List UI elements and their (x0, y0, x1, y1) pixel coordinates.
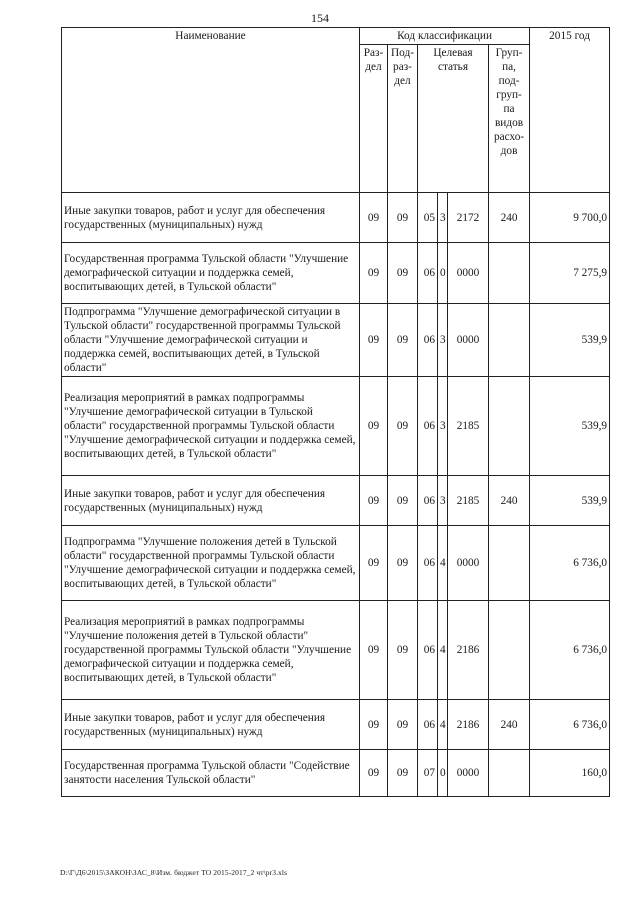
row-razdel-cell: 09 (360, 476, 388, 526)
row-sum-cell: 6 736,0 (530, 700, 610, 750)
row-podrazdel-cell: 09 (388, 476, 418, 526)
row-sum-cell: 6 736,0 (530, 526, 610, 601)
header-code-group: Код классификации (360, 28, 530, 45)
row-sum-cell: 7 275,9 (530, 243, 610, 304)
row-podrazdel-cell: 09 (388, 750, 418, 797)
row-program-code-cell: 06 (418, 476, 438, 526)
row-podrazdel-cell: 09 (388, 526, 418, 601)
row-program-code-cell: 06 (418, 377, 438, 476)
header-name: Наименование (62, 28, 360, 193)
row-sum-cell: 6 736,0 (530, 601, 610, 700)
row-podrazdel-cell: 09 (388, 700, 418, 750)
row-name-cell: Иные закупки товаров, работ и услуг для обеспечения государственных (муниципальных) нужд (62, 700, 360, 750)
row-razdel-cell: 09 (360, 526, 388, 601)
file-path-footer: D:\Г\Д6\2015\ЗАКОН\ЗАС_8\Изм. бюджет ТО 2015-2017_2 чт\pr3.xls (60, 868, 288, 877)
table-row (62, 750, 610, 797)
row-vid-rashodov-cell (489, 750, 530, 797)
row-name-cell: Государственная программа Тульской области "Улучшение демографической ситуации и поддержка семей, воспитывающих детей, в Тульской области" (62, 243, 360, 304)
row-direction-code-cell: 0000 (448, 304, 489, 377)
table-body (62, 193, 610, 797)
row-name-cell: Иные закупки товаров, работ и услуг для обеспечения государственных (муниципальных) нужд (62, 193, 360, 243)
table-row (62, 377, 610, 476)
budget-table (61, 27, 610, 797)
row-program-code-cell: 07 (418, 750, 438, 797)
page-number: 154 (311, 11, 329, 25)
row-direction-code-cell: 2186 (448, 601, 489, 700)
row-sum-cell: 539,9 (530, 476, 610, 526)
row-podrazdel-cell: 09 (388, 243, 418, 304)
row-direction-code-cell: 0000 (448, 243, 489, 304)
row-name-cell: Государственная программа Тульской области "Содействие занятости населения Тульской области" (62, 750, 360, 797)
row-name-cell: Реализация мероприятий в рамках подпрограммы "Улучшение демографической ситуации в Тульской области" государственной программы Тульской области "Улучшение демографической ситуации и поддержка семей, воспитывающих детей, в Тульской области" (62, 377, 360, 476)
row-podrazdel-cell: 09 (388, 193, 418, 243)
row-direction-code-cell: 2185 (448, 476, 489, 526)
row-name-cell: Подпрограмма "Улучшение демографической ситуации в Тульской области" государственной программы Тульской области "Улучшение демографической ситуации и поддержка семей, воспитывающих детей, в Тульской области" (62, 304, 360, 377)
row-program-code-cell: 06 (418, 304, 438, 377)
row-program-code-cell: 06 (418, 526, 438, 601)
row-vid-rashodov-cell (489, 377, 530, 476)
row-razdel-cell: 09 (360, 750, 388, 797)
header-razdel: Раз- дел (360, 45, 388, 193)
row-program-code-cell: 06 (418, 700, 438, 750)
row-subprogram-code-cell: 0 (438, 750, 448, 797)
row-sum-cell: 160,0 (530, 750, 610, 797)
row-direction-code-cell: 2172 (448, 193, 489, 243)
table-row (62, 601, 610, 700)
header-vid-rashodov: Груп- па, под- груп- па видов расхо- дов (489, 45, 530, 193)
table-row (62, 304, 610, 377)
row-sum-cell: 539,9 (530, 304, 610, 377)
row-razdel-cell: 09 (360, 377, 388, 476)
header-year: 2015 год (530, 28, 610, 193)
table-row (62, 476, 610, 526)
row-podrazdel-cell: 09 (388, 304, 418, 377)
row-vid-rashodov-cell (489, 304, 530, 377)
row-program-code-cell: 06 (418, 243, 438, 304)
row-vid-rashodov-cell: 240 (489, 193, 530, 243)
table-row (62, 526, 610, 601)
row-subprogram-code-cell: 3 (438, 377, 448, 476)
header-celevaya-statya: Целевая статья (418, 45, 489, 193)
row-razdel-cell: 09 (360, 193, 388, 243)
row-subprogram-code-cell: 4 (438, 601, 448, 700)
row-program-code-cell: 06 (418, 601, 438, 700)
row-subprogram-code-cell: 0 (438, 243, 448, 304)
row-razdel-cell: 09 (360, 601, 388, 700)
row-podrazdel-cell: 09 (388, 601, 418, 700)
row-direction-code-cell: 0000 (448, 526, 489, 601)
row-subprogram-code-cell: 3 (438, 304, 448, 377)
row-sum-cell: 539,9 (530, 377, 610, 476)
row-subprogram-code-cell: 3 (438, 193, 448, 243)
row-vid-rashodov-cell (489, 526, 530, 601)
row-subprogram-code-cell: 3 (438, 476, 448, 526)
table-row (62, 700, 610, 750)
row-vid-rashodov-cell (489, 243, 530, 304)
row-name-cell: Иные закупки товаров, работ и услуг для обеспечения государственных (муниципальных) нужд (62, 476, 360, 526)
row-vid-rashodov-cell: 240 (489, 700, 530, 750)
row-name-cell: Реализация мероприятий в рамках подпрограммы "Улучшение положения детей в Тульской области" государственной программы Тульской области "Улучшение демографической ситуации и поддержка семей, воспитывающих детей, в Тульской области" (62, 601, 360, 700)
row-vid-rashodov-cell (489, 601, 530, 700)
table-row (62, 243, 610, 304)
row-direction-code-cell: 0000 (448, 750, 489, 797)
row-program-code-cell: 05 (418, 193, 438, 243)
row-podrazdel-cell: 09 (388, 377, 418, 476)
row-direction-code-cell: 2185 (448, 377, 489, 476)
row-razdel-cell: 09 (360, 304, 388, 377)
row-subprogram-code-cell: 4 (438, 526, 448, 601)
table-row (62, 193, 610, 243)
row-vid-rashodov-cell: 240 (489, 476, 530, 526)
row-razdel-cell: 09 (360, 700, 388, 750)
row-sum-cell: 9 700,0 (530, 193, 610, 243)
row-subprogram-code-cell: 4 (438, 700, 448, 750)
row-name-cell: Подпрограмма "Улучшение положения детей в Тульской области" государственной программы Тульской области "Улучшение демографической ситуации и поддержка семей, воспитывающих детей, в Тульской области" (62, 526, 360, 601)
row-direction-code-cell: 2186 (448, 700, 489, 750)
header-podrazdel: Под- раз- дел (388, 45, 418, 193)
row-razdel-cell: 09 (360, 243, 388, 304)
